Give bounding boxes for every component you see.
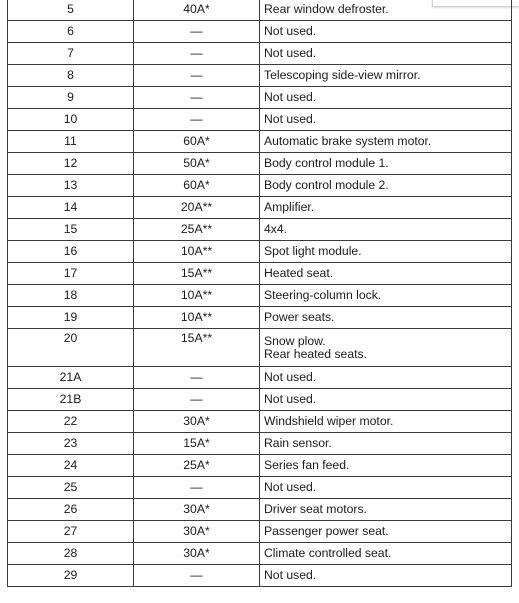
fuse-location-cell: 26 — [8, 499, 134, 521]
fuse-location-cell: 18 — [8, 285, 134, 307]
protected-component-text: Snow plow. — [264, 333, 326, 348]
protected-component-text: Body control module 1. — [264, 156, 389, 170]
fuse-amp-rating-cell: — — [134, 477, 260, 499]
table-row — [8, 565, 512, 587]
protected-component-cell — [260, 521, 512, 543]
table-row — [8, 307, 512, 329]
fuse-location-cell: 19 — [8, 307, 134, 329]
protected-component-text: Rain sensor. — [264, 436, 332, 450]
table-row — [8, 87, 512, 109]
fuse-amp-rating-cell: 60A* — [134, 131, 260, 153]
fuse-amp-rating-cell: 40A* — [134, 0, 260, 21]
table-row — [8, 65, 512, 87]
table-row — [8, 131, 512, 153]
protected-component-cell — [260, 499, 512, 521]
protected-component-text: Driver seat motors. — [264, 502, 367, 516]
protected-component-cell — [260, 0, 512, 21]
protected-component-cell — [260, 329, 512, 367]
table-row — [8, 389, 512, 411]
table-row — [8, 175, 512, 197]
fuse-location-cell: 6 — [8, 21, 134, 43]
table-row — [8, 21, 512, 43]
table-row — [8, 455, 512, 477]
protected-component-text: Spot light module. — [264, 244, 362, 258]
protected-component-cell — [260, 411, 512, 433]
protected-component-cell — [260, 153, 512, 175]
fuse-amp-rating-cell: 25A** — [134, 219, 260, 241]
fuse-location-cell: 7 — [8, 43, 134, 65]
fuse-amp-rating-cell: 30A* — [134, 543, 260, 565]
table-row — [8, 153, 512, 175]
protected-component-text: Amplifier. — [264, 200, 315, 214]
protected-component-cell — [260, 565, 512, 587]
fuse-amp-rating-cell: — — [134, 21, 260, 43]
protected-component-text: Power seats. — [264, 310, 335, 324]
protected-component-cell — [260, 241, 512, 263]
fuse-location-cell: 29 — [8, 565, 134, 587]
protected-component-text: Series fan feed. — [264, 458, 350, 472]
fuse-location-cell: 15 — [8, 219, 134, 241]
fuse-amp-rating-cell: — — [134, 109, 260, 131]
table-row — [8, 433, 512, 455]
fuse-table-body — [8, 0, 512, 587]
protected-component-cell — [260, 477, 512, 499]
table-row — [8, 477, 512, 499]
fuse-location-cell: 23 — [8, 433, 134, 455]
fuse-amp-rating-cell: 30A* — [134, 499, 260, 521]
fuse-location-cell: 8 — [8, 65, 134, 87]
fuse-location-cell: 25 — [8, 477, 134, 499]
protected-component-text: Automatic brake system motor. — [264, 134, 432, 148]
table-row — [8, 499, 512, 521]
protected-component-text: Not used. — [264, 90, 317, 104]
fuse-location-cell: 5 — [8, 0, 134, 21]
fuse-amp-rating-cell: — — [134, 565, 260, 587]
fuse-location-cell: 21A — [8, 367, 134, 389]
table-row — [8, 0, 512, 21]
table-row — [8, 411, 512, 433]
fuse-table — [7, 0, 512, 587]
table-row — [8, 521, 512, 543]
protected-component-cell — [260, 389, 512, 411]
table-row — [8, 43, 512, 65]
fuse-location-cell: 12 — [8, 153, 134, 175]
protected-component-cell — [260, 21, 512, 43]
protected-component-cell — [260, 455, 512, 477]
protected-component-cell — [260, 43, 512, 65]
protected-component-text: Telescoping side-view mirror. — [264, 68, 421, 82]
fuse-amp-rating-cell: 60A* — [134, 175, 260, 197]
protected-component-cell — [260, 87, 512, 109]
fuse-amp-rating-cell: 30A* — [134, 411, 260, 433]
fuse-amp-rating-cell: 30A* — [134, 521, 260, 543]
fuse-location-cell: 11 — [8, 131, 134, 153]
fuse-amp-rating-cell: 50A* — [134, 153, 260, 175]
protected-component-cell — [260, 263, 512, 285]
protected-component-text: Steering-column lock. — [264, 288, 382, 302]
fuse-location-cell: 21B — [8, 389, 134, 411]
fuse-location-cell: 28 — [8, 543, 134, 565]
protected-component-text: Not used. — [264, 568, 317, 582]
protected-component-text: Heated seat. — [264, 266, 334, 280]
protected-component-cell — [260, 197, 512, 219]
fuse-location-cell: 22 — [8, 411, 134, 433]
protected-component-cell — [260, 285, 512, 307]
table-row — [8, 263, 512, 285]
protected-component-cell — [260, 307, 512, 329]
protected-component-cell — [260, 219, 512, 241]
protected-component-cell — [260, 131, 512, 153]
protected-component-text: 4x4. — [264, 222, 288, 236]
fuse-amp-rating-cell: 15A** — [134, 263, 260, 285]
fuse-amp-rating-cell: 15A* — [134, 433, 260, 455]
table-row — [8, 367, 512, 389]
protected-component-text: Rear heated seats. — [264, 346, 367, 361]
fuse-amp-rating-cell: 10A** — [134, 285, 260, 307]
protected-component-cell — [260, 543, 512, 565]
table-row — [8, 219, 512, 241]
protected-component-text: Windshield wiper motor. — [264, 414, 394, 428]
protected-component-text: Not used. — [264, 46, 317, 60]
table-row — [8, 543, 512, 565]
protected-component-cell — [260, 367, 512, 389]
fuse-location-cell: 13 — [8, 175, 134, 197]
fuse-amp-rating-cell: — — [134, 367, 260, 389]
fuse-amp-rating-cell: — — [134, 389, 260, 411]
fuse-amp-rating-cell: — — [134, 65, 260, 87]
fuse-location-cell: 9 — [8, 87, 134, 109]
table-row — [8, 197, 512, 219]
protected-component-text: Climate controlled seat. — [264, 546, 392, 560]
protected-component-cell — [260, 175, 512, 197]
protected-component-text: Body control module 2. — [264, 178, 389, 192]
fuse-location-cell: 14 — [8, 197, 134, 219]
table-row — [8, 241, 512, 263]
protected-component-text: Rear window defroster. — [264, 2, 389, 16]
protected-component-text: Not used. — [264, 112, 317, 126]
protected-component-text: Not used. — [264, 370, 317, 384]
fuse-location-cell: 20 — [8, 329, 134, 367]
fuse-amp-rating-cell: 25A* — [134, 455, 260, 477]
fuse-location-cell: 10 — [8, 109, 134, 131]
table-row — [8, 109, 512, 131]
protected-component-text: Passenger power seat. — [264, 524, 389, 538]
protected-component-text: Not used. — [264, 480, 317, 494]
protected-component-cell — [260, 109, 512, 131]
fuse-amp-rating-cell: — — [134, 43, 260, 65]
fuse-location-cell: 24 — [8, 455, 134, 477]
fuse-location-cell: 17 — [8, 263, 134, 285]
fuse-amp-rating-cell: 20A** — [134, 197, 260, 219]
protected-component-cell — [260, 65, 512, 87]
fuse-amp-rating-cell: 15A** — [134, 329, 260, 367]
table-row — [8, 329, 512, 367]
table-row — [8, 285, 512, 307]
protected-component-text: Not used. — [264, 24, 317, 38]
fuse-location-cell: 27 — [8, 521, 134, 543]
fuse-amp-rating-cell: — — [134, 87, 260, 109]
fuse-amp-rating-cell: 10A** — [134, 307, 260, 329]
fuse-amp-rating-cell: 10A** — [134, 241, 260, 263]
protected-component-cell — [260, 433, 512, 455]
fuse-location-cell: 16 — [8, 241, 134, 263]
protected-component-text: Not used. — [264, 392, 317, 406]
